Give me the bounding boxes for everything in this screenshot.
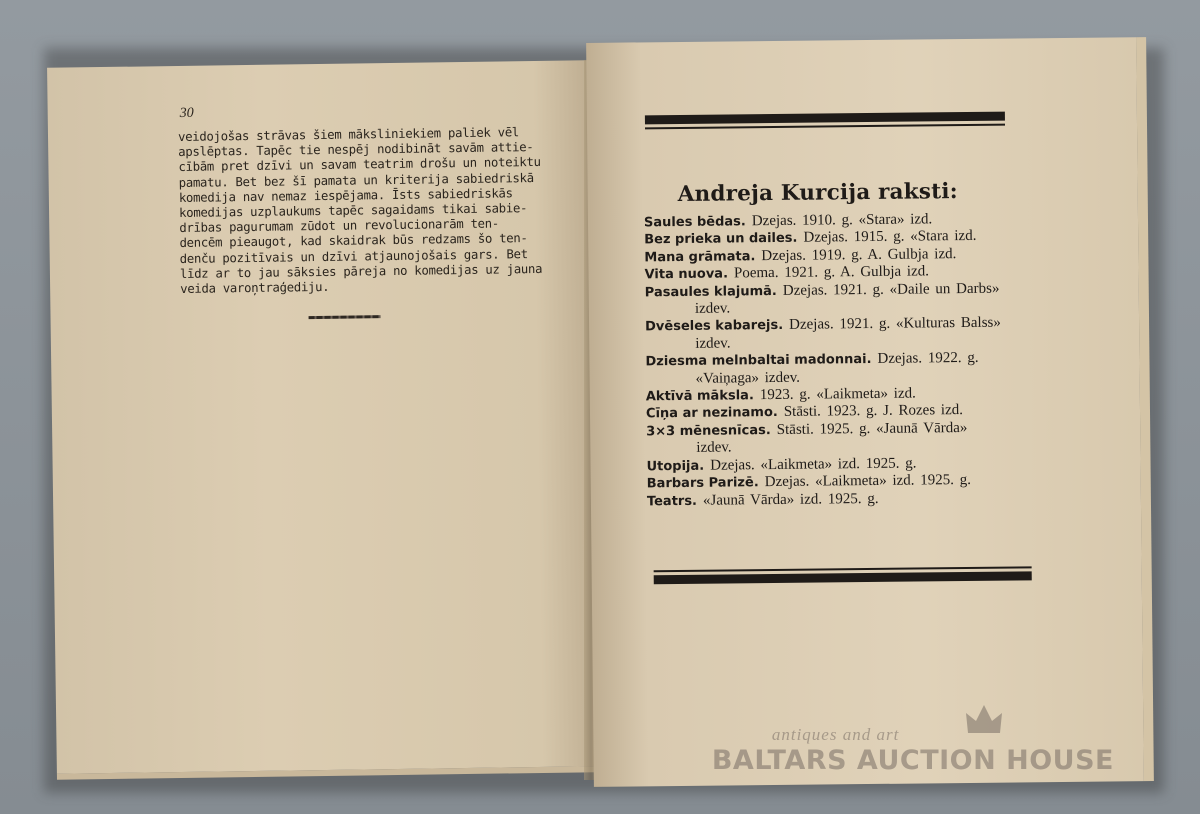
work-title: Aktīvā māksla. <box>645 388 754 405</box>
work-title: Utopija. <box>646 458 705 475</box>
list-item <box>645 280 1045 319</box>
list-item <box>645 349 1045 388</box>
work-details: Dzejas. «Laikmeta» izd. 1925. g. <box>710 455 917 474</box>
text-line: veidojošas strāvas šiem māksliniekiem paliek vēl <box>177 125 520 144</box>
bibliography-title: Andreja Kurcija raksti: <box>677 179 958 208</box>
text-line: cībām pret dzīvi un savam teatrim drošu un noteiktu <box>178 155 541 175</box>
right-page <box>586 37 1154 787</box>
work-title: Barbars Parizē. <box>646 475 759 492</box>
work-details: Dzejas. 1921. g. «Daile un Darbs» <box>782 280 1000 299</box>
work-title: Dvēseles kabarejs. <box>645 318 784 335</box>
work-details-continued: izdev. <box>695 335 731 352</box>
text-line: veida varoņtraģediju. <box>180 279 330 296</box>
work-title: 3×3 mēnesnīcas. <box>646 422 771 440</box>
work-details: «Jaunā Vārda» izd. 1925. g. <box>702 490 879 509</box>
watermark <box>712 725 1114 776</box>
watermark-tagline: antiques and art <box>771 725 900 744</box>
text-line: komedija nav nemaz iespējama. Īsts sabiedriskās <box>178 186 513 205</box>
work-title: Mana grāmata. <box>644 249 756 266</box>
work-details-continued: izdev. <box>696 439 732 457</box>
work-details: Dzejas. 1910. g. «Stara» izd. <box>751 211 933 230</box>
text-line: līdz ar to jau sāksies pāreja no komedijas uz jauna <box>179 261 543 281</box>
work-title: Dziesma melnbaltai madonnai. <box>645 352 872 370</box>
work-title: Bez prieka un dailes. <box>644 231 798 248</box>
work-details-continued: «Vaiņaga» izdev. <box>695 369 801 387</box>
bottom-rule <box>654 563 1032 584</box>
work-details: Dzejas. 1915. g. «Stara izd. <box>803 228 977 247</box>
list-item <box>645 315 1045 354</box>
work-title: Pasaules klajumā. <box>644 283 777 300</box>
text-line: apslēptas. Tapēc tie nespēj nodibināt savām attie- <box>178 140 534 160</box>
watermark-name: BALTARS AUCTION HOUSE <box>711 745 1114 776</box>
page-number: 30 <box>179 105 194 121</box>
work-title: Saules bēdas. <box>643 214 746 231</box>
work-details: Dzejas. 1922. g. <box>877 350 979 368</box>
work-title: Teatrs. <box>646 493 698 509</box>
works-list <box>644 210 1047 510</box>
list-item <box>646 419 1046 458</box>
text-line: dencēm pieaugot, kad skaidrak būs redzams šo ten- <box>179 231 528 251</box>
work-details: Dzejas. 1921. g. «Kulturas Balss» <box>789 315 1001 334</box>
work-title: Vita nuova. <box>644 266 729 283</box>
text-line: denču pozitīvais un dzīvi atjaunojošais gars. Bet <box>179 246 528 266</box>
top-rule <box>645 112 1005 133</box>
section-end-ornament <box>309 315 381 319</box>
text-line: komedijas uzplaukums tapēc sagaidams tikai sabie- <box>178 201 528 220</box>
work-details: Dzejas. 1919. g. A. Gulbja izd. <box>761 245 957 264</box>
text-line: pamatu. Bet bez šī pamata un kriterija sabiedriskā <box>178 170 534 190</box>
text-line: drības pagurumam zūdot un revolucionarām ten- <box>179 216 500 236</box>
work-details-continued: izdev. <box>694 300 731 317</box>
work-details: 1923. g. «Laikmeta» izd. <box>759 385 916 404</box>
left-page <box>47 60 597 779</box>
work-title: Cīņa ar nezinamo. <box>645 405 778 422</box>
work-details: Stāsti. 1925. g. «Jaunā Vārda» <box>776 419 968 438</box>
left-page-text <box>177 125 543 297</box>
work-details: Poema. 1921. g. A. Gulbja izd. <box>733 263 930 282</box>
list-item <box>647 489 1047 511</box>
work-details: Stāsti. 1923. g. J. Rozes izd. <box>783 402 964 421</box>
work-details: Dzejas. «Laikmeta» izd. 1925. g. <box>764 472 972 491</box>
